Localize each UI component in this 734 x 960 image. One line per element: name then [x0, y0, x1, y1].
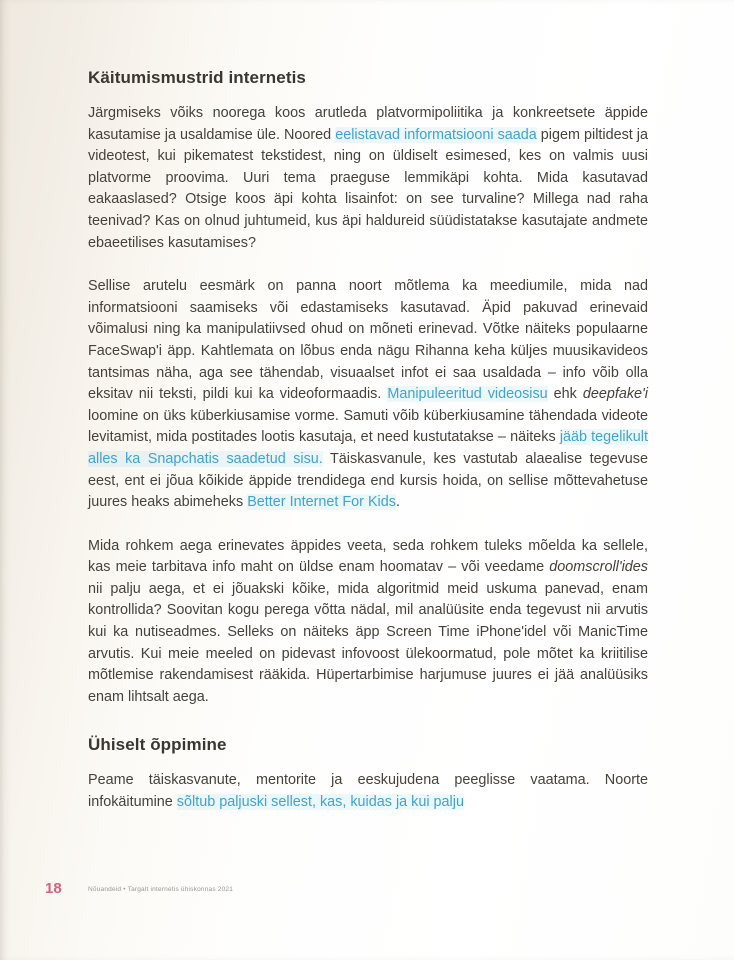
paragraph-2 — [88, 276, 648, 514]
section-learning-together — [88, 735, 648, 813]
text-run: loomine on üks küberkiusamise vorme. Samuti võib küberkiusamine tähendada videote levitamist, mida postitades lootis kasutaja, et need kustutatakse – näiteks — [88, 407, 648, 446]
text-run: Sellise arutelu eesmärk on panna noort mõtlema ka meediumile, mida nad informatsiooni saamiseks või edastamiseks kasutavad. Äpid pakuvad erinevaid võimalusi ning ka manipulatiivsed ohud on mõneti erinevad. Võtke näiteks populaarne FaceSwap'i äpp. Kahtlemata on lõbus enda nägu Rihanna keha küljes muusikavideos tantsimas näha, aga see tähendab, visuaalset infot ei saa usaldada – info võib olla eksitav nii teksti, pildi kui ka videoformaadis. — [88, 278, 648, 403]
text-run: nii palju aega, et ei jõuakski kõike, mida algoritmid meid uskuma panevad, enam kontrollida? Soovitan kogu perega võtta nädal, mil analüüsite enda tegevust nii arvutis kui ka nutiseadmes. Selleks on näiteks äpp Screen Time iPhone'idel või ManicTime arvutis. Kui meie meeled on pidevast infovoost ülekoormatud, pole mõtet ka kriitilise mõtlemise rakendamisest rääkida. Hüpertarbimise harjumuse juures ei jää analüüsiks enam lihtsalt aega. — [88, 580, 648, 705]
paragraph-3 — [88, 536, 648, 709]
text-run: Järgmiseks võiks noorega koos arutleda platvormipoliitika ja konkreetsete äppide kasutamise ja usaldamise üle. Noored — [88, 105, 648, 143]
heading-learning-together: Ühiselt õppimine — [88, 735, 227, 755]
paragraph-1 — [88, 103, 648, 254]
link-better-internet-for-kids[interactable]: Better Internet For Kids — [247, 494, 396, 511]
link-prefer-information[interactable]: eelistavad informatsiooni saada — [335, 126, 537, 143]
text-run: Peame täiskasvanute, mentorite ja eeskujudena peeglisse vaatama. Noorte infokäitumine — [88, 772, 648, 811]
text-run: pigem piltidest ja videotest, kui pikematest tekstidest, ning on üldiselt esimesed, kes on valmis uusi platvorme proovima. Uuri tema praeguse lemmikäpi kohta. Mida kasutavad eakaaslased? Otsige koos äpi kohta lisainfot: on see turvaline? Millega nad raha teenivad? Kas on olnud juhtumeid, kus äpi haldureid süüdistatakse kasutajate andmete ebaeetilises kasutamises? — [88, 126, 648, 251]
text-run-italic-doomscroll: doomscroll'ides — [549, 559, 648, 576]
text-run: ehk — [547, 386, 583, 403]
paragraph-4 — [88, 770, 648, 813]
page-footer — [0, 876, 734, 906]
page-content — [88, 68, 648, 814]
section-behaviour-patterns — [88, 68, 648, 708]
link-depends-on-how[interactable]: sõltub paljuski sellest, kas, kuidas ja kui palju — [176, 794, 464, 811]
text-run: Täiskasvanule, kes vastutab alaealise tegevuse eest, ent ei jõua kõikide äppide trendidega end kursis hoida, on sellise mõttevahetuse juures heaks abimeheks — [88, 450, 648, 511]
text-run: Mida rohkem aega erinevates äppides veeta, seda rohkem tuleks mõelda ka sellele, kas meie tarbitava info maht on üldse enam hoomatav – või veedame — [88, 537, 648, 576]
text-run: . — [395, 494, 400, 511]
link-snapchat-content[interactable]: jääb tegelikult alles ka Snapchatis saadetud sisu. — [88, 429, 648, 467]
link-manipulated-video[interactable]: Manipuleeritud videosisu — [387, 386, 548, 403]
text-run-italic-deepfake: deepfake'i — [582, 386, 648, 403]
footer-note: Nõuandeid • Targalt internetis ühiskonnas 2021 — [88, 886, 234, 893]
heading-behaviour-patterns: Käitumismustrid internetis — [88, 68, 306, 87]
page-number: 18 — [45, 880, 62, 897]
